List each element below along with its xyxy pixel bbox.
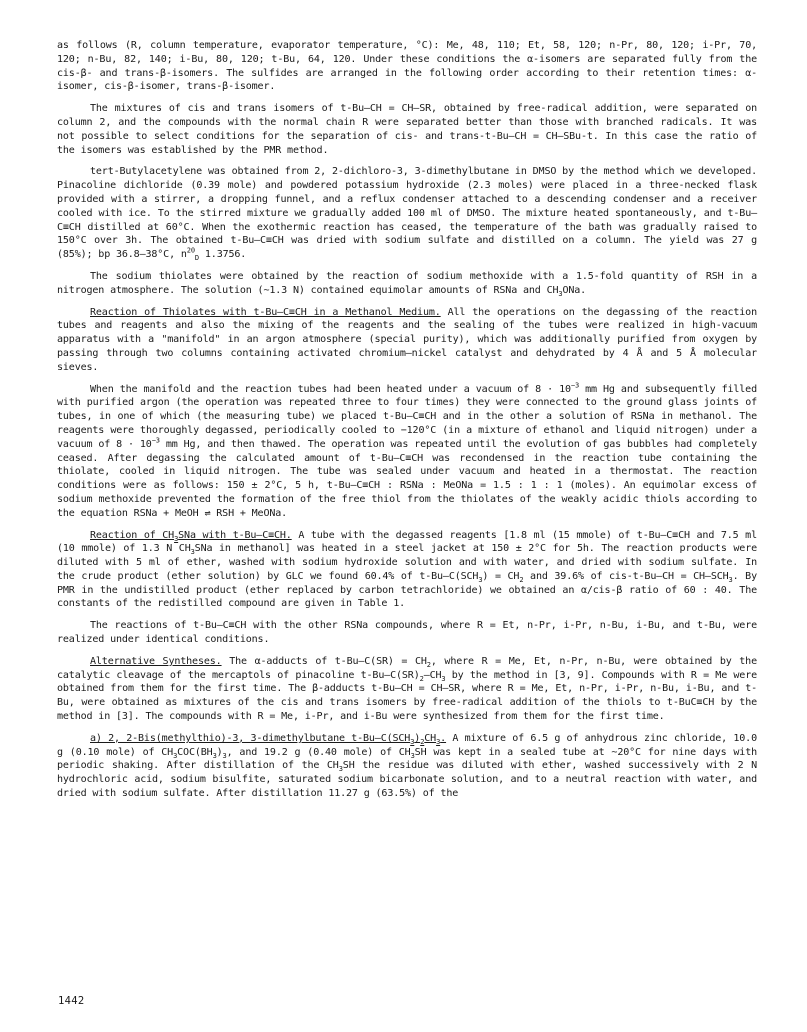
run-in-heading: CH [424, 732, 437, 744]
text-run: , and 19.2 g (0.40 mole) of CH [226, 746, 411, 758]
paragraph-other-rsna [57, 619, 757, 647]
subscript: 3 [558, 289, 563, 298]
subscript: 3 [173, 751, 178, 760]
body-text [57, 39, 757, 809]
superscript: −3 [151, 436, 160, 445]
text-run: The mixtures of cis and trans isomers of t-Bu–CH = CH–SR, obtained by free-radical addition, were separated on column 2, and the compounds with the normal chain R were separated better than those with branched radicals. It was not possible to select conditions for the separation of cis- and trans-t-Bu–CH = CH–SBu-t. In this case the ratio of the isomers was established by the PMR method. [57, 103, 757, 156]
subscript: 3 [190, 548, 195, 557]
subscript: 3 [222, 751, 227, 760]
text-run: mm Hg, and then thawed. The operation was repeated until the evolution of gas bubbles had completely ceased. After degassing the calculated amount of t-Bu–C≡CH was recondensed in the reaction tube containing the thiolate, cooled in liquid nitrogen. The tube was sealed under vacuum and heated in a thermostat. The reaction conditions were as follows: 150 ± 2°C, 5 h, t-Bu–C≡CH : RSNa : MeONa = 1.5 : 1 : 1 (moles). An equimolar excess of sodium methoxide prevented the formation of the free thiol from the thiolates of the weakly acidic thiols according to the equation RSNa + MeOH ⇌ RSH + MeONa. [57, 438, 757, 519]
superscript: 20 [186, 246, 195, 255]
text-run: and 39.6% of cis-t-Bu–CH = CH–SCH [523, 570, 729, 582]
text-run: The reactions of t-Bu–C≡CH with the other RSNa compounds, where R = Et, n-Pr, i-Pr, n-Bu, i-Bu, and t-Bu, were realized under identical conditions. [57, 620, 757, 646]
page-number: 1442 [58, 995, 85, 1007]
subscript: D [194, 254, 199, 263]
paragraph-manifold-procedure [57, 383, 757, 521]
text-run: , where R = Me, Et, n-Pr, n-Bu, were obtained by the catalytic cleavage of the mercaptols of pinacoline t-Bu–C(SR) [57, 655, 757, 681]
text-run: All the operations on the degassing of the reaction tubes and reagents and also the mixing of the reagents and the sealing of the tubes were realized in high-vacuum apparatus with a "manifold" in an argon atmosphere (special purity), which was additionally purified from oxygen by passing through two columns containing activated chromium–nickel catalyst and dehydrated by 4 Å and 5 Å molecular sieves. [57, 306, 757, 373]
run-in-heading: 3 [436, 737, 441, 746]
text-run: –CH [423, 669, 442, 681]
paragraph-bis-methylthio [57, 732, 757, 801]
subscript: 3 [728, 575, 733, 584]
subscript: 3 [441, 674, 446, 683]
subscript: 3 [338, 765, 343, 774]
superscript: −3 [570, 381, 580, 390]
text-run: by the method in [3, 9]. Compounds with R = Me were obtained from them for the first time. The β-adducts t-Bu–CH = CH–SR, where R = Me, Et, n-Pr, i-Pr, n-Bu, i-Bu, and t-Bu, were obtained as mixtures of the cis and trans isomers by free-radical addition of the thiols to t-BuC≡CH by the method in [3]. The compounds with R = Me, i-Pr, and i-Bu were synthesized from them for the first time. [57, 669, 757, 723]
text-run: A tube with the degassed reagents [1.8 ml (15 mmole) of t-Bu–C≡CH and 7.5 ml (10 mmole) of 1.3 N CH [57, 529, 757, 555]
text-run: The sodium thiolates were obtained by the reaction of sodium methoxide with a 1.5-fold quantity of RSH in a nitrogen atmosphere. The solution (~1.3 N) contained equimolar amounts of RSNa and CH [57, 270, 757, 296]
text-run: mm Hg and subsequently filled with purified argon (the operation was repeated three to four times) they were connected to the ground glass joints of tubes, in one of which (the measuring tube) we placed t-Bu–C≡CH and in the other a solution of RSNa in methanol. The reagents were thoroughly degassed, periodically cooled to −120°C (in a mixture of ethanol and liquid nitrogen) under a vacuum of 8 · 10 [57, 383, 757, 450]
subscript: 2 [419, 674, 424, 683]
text-run: SNa in methanol] was heated in a steel jacket at 150 ± 2°C for 5h. The reaction products were diluted with 5 ml of ether, washed with sodium hydroxide solution and with water, and dried with sodium sulfate. In the crude product (ether solution) by GLC we found 60.4% of t-Bu–C(SCH [57, 543, 757, 582]
subscript: 2 [426, 660, 431, 669]
paragraph-ch3sna-reaction [57, 529, 757, 612]
run-in-heading: 3 [174, 534, 179, 543]
run-in-heading: SNa with t-Bu–C≡CH. [178, 529, 292, 541]
text-run: SH was kept in a sealed tube at ~20°C for nine days with periodic shaking. After distillation of the CH [57, 746, 757, 772]
text-run: ONa. [562, 284, 587, 296]
run-in-heading: ) [414, 732, 421, 744]
paragraph-isomer-separation [57, 102, 757, 157]
text-run: COC(BH [177, 746, 213, 758]
paragraph-gc-conditions [57, 39, 757, 94]
text-run: ) = CH [482, 570, 520, 582]
text-run: . By PMR in the undistilled product (ether replaced by carbon tetrachloride) we obtained an α/cis-β ratio of 60 : 40. The constants of the redistilled compound are given in Table 1. [57, 570, 757, 610]
run-in-heading: Reaction of Thiolates with t-Bu–C≡CH in a Methanol Medium. [90, 306, 441, 318]
run-in-heading: 2 [420, 737, 425, 746]
paragraph-tert-butylacetylene [57, 165, 757, 262]
run-in-heading: Reaction of CH [90, 529, 175, 541]
subscript: 3 [478, 575, 483, 584]
text-run: The α-adducts of t-Bu–C(SR) = CH [221, 655, 427, 667]
text-run: as follows (R, column temperature, evaporator temperature, °C): Me, 48, 110; Et, 58, 120; n-Pr, 80, 120; i-Pr, 70, 120; n-Bu, 82, 140; i-Bu, 80, 120; t-Bu, 64, 120. Under these conditions the α-isomers are separated fully from the cis-β- and trans-β-isomers. The sulfides are arranged in the following order according to their retention times: α-isomer, cis-β-isomer, trans-β-isomer. [57, 40, 757, 93]
paragraph-sodium-thiolates [57, 270, 757, 298]
subscript: 2 [519, 575, 524, 584]
text-run: A mixture of 6.5 g of anhydrous zinc chloride, 10.0 g (0.10 mole) of CH [57, 732, 757, 758]
subscript: 3 [410, 751, 415, 760]
paragraph-alternative-syntheses [57, 655, 757, 724]
text-run: SH the residue was diluted with ether, washed successively with 2 N hydrochloric acid, sodium bisulfite, saturated sodium bicarbonate solution, and to a neutral reaction with water, and dried with sodium sulfate. After distillation 11.27 g (63.5%) of the [57, 760, 758, 800]
text-run: When the manifold and the reaction tubes had been heated under a vacuum of 8 · 10 [90, 383, 571, 395]
text-run: tert-Butylacetylene was obtained from 2, 2-dichloro-3, 3-dimethylbutane in DMSO by the method which we developed. Pinacoline dichloride (0.39 mole) and powdered potassium hydroxide (2.3 moles) were placed in a three-necked flask provided with a stirrer, a dropping funnel, and a reflux condenser attached to a descending condenser and a receiver cooled with ice. To the stirred mixture we gradually added 100 ml of DMSO. The mixture heated spontaneously, and t-Bu–C≡CH distilled at 60°C. When the exothermic reaction has ceased, the temperature of the bath was gradually raised to 150°C over 3h. The obtained t-Bu–C≡CH was dried with sodium sulfate and distilled on a column. The yield was 27 g (85%); bp 36.8–38°C, n [57, 166, 757, 261]
paragraph-thiolate-reaction [57, 306, 757, 375]
subscript: 3 [212, 751, 217, 760]
run-in-heading: . [440, 732, 447, 744]
text-run: ) [216, 746, 223, 758]
text-run: 1.3756. [199, 249, 247, 261]
run-in-heading: Alternative Syntheses. [90, 655, 222, 667]
run-in-heading: a) 2, 2-Bis(methylthio)-3, 3-dimethylbutane t-Bu–C(SCH [90, 732, 411, 744]
run-in-heading: 3 [410, 737, 415, 746]
